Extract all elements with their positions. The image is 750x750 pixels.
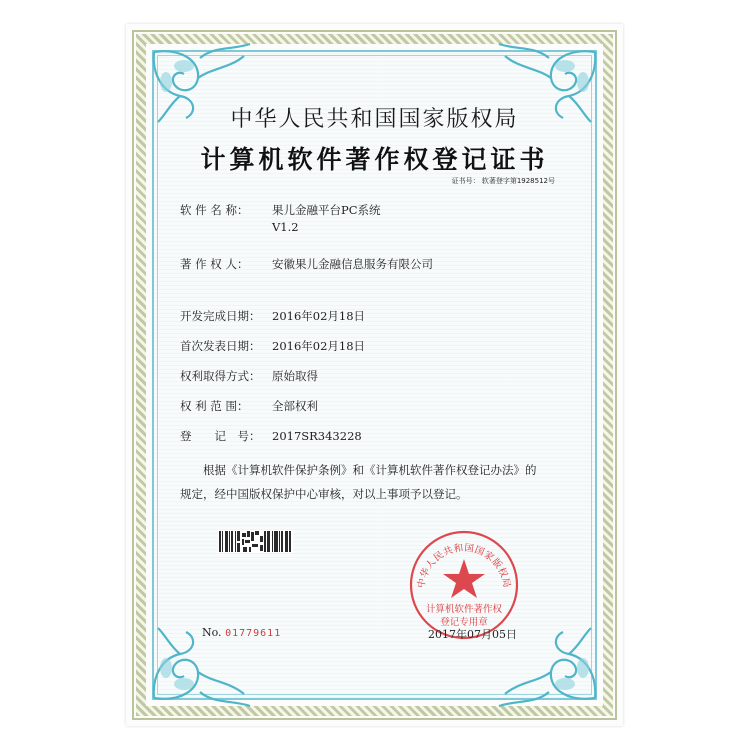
field-label: 开发完成日期： [180,309,261,323]
field-value: 2017SR343228 [272,429,362,443]
field-label: 权利取得方式： [180,369,261,383]
field-value: 全部权利 [272,399,318,413]
serial-label: No. [202,626,222,639]
field-label: 权 利 范 围： [180,399,249,413]
certificate-paper [126,24,623,726]
serial-value: 01779611 [225,628,282,639]
legal-paragraph [180,458,580,506]
field-label: 著 作 权 人： [180,257,249,271]
field-copyright-owner [180,256,433,272]
field-label: 软 件 名 称： [180,203,249,217]
software-version: V1.2 [272,220,299,234]
field-registration-number [180,428,362,444]
field-rights-scope [180,398,318,414]
certificate-title: 计算机软件著作权登记证书 [200,145,549,174]
seal-inner-text: 登记专用章 [440,617,488,628]
field-value: 原始取得 [272,369,318,383]
field-value: 2016年02月18日 [272,339,366,353]
field-publish-date [180,338,365,354]
serial-number [202,626,281,639]
certificate-number: 证书号： 软著登字第1928512号 [451,177,555,185]
seal-inner-text: 计算机软件著作权 [425,604,502,615]
field-value: 2016年02月18日 [272,309,366,323]
field-label: 登 记 号： [180,429,261,443]
field-software-name [180,202,381,218]
barcode-icon [218,530,293,553]
seal-ring-text: 中华人民共和国国家版权局 [415,542,513,589]
field-value: 安徽果儿金融信息服务有限公司 [272,257,433,271]
field-completion-date [180,308,365,324]
issue-date: 2017年07月05日 [428,628,517,641]
issuer-title: 中华人民共和国国家版权局 [230,107,519,132]
field-acquisition-method [180,368,318,384]
paragraph-line: 根据《计算机软件保护条例》和《计算机软件著作权登记办法》的 [203,463,537,477]
field-value: 果儿金融平台PC系统 [272,203,381,217]
field-label: 首次发表日期： [180,339,261,353]
paragraph-line: 规定，经中国版权保护中心审核，对以上事项予以登记。 [180,487,468,501]
